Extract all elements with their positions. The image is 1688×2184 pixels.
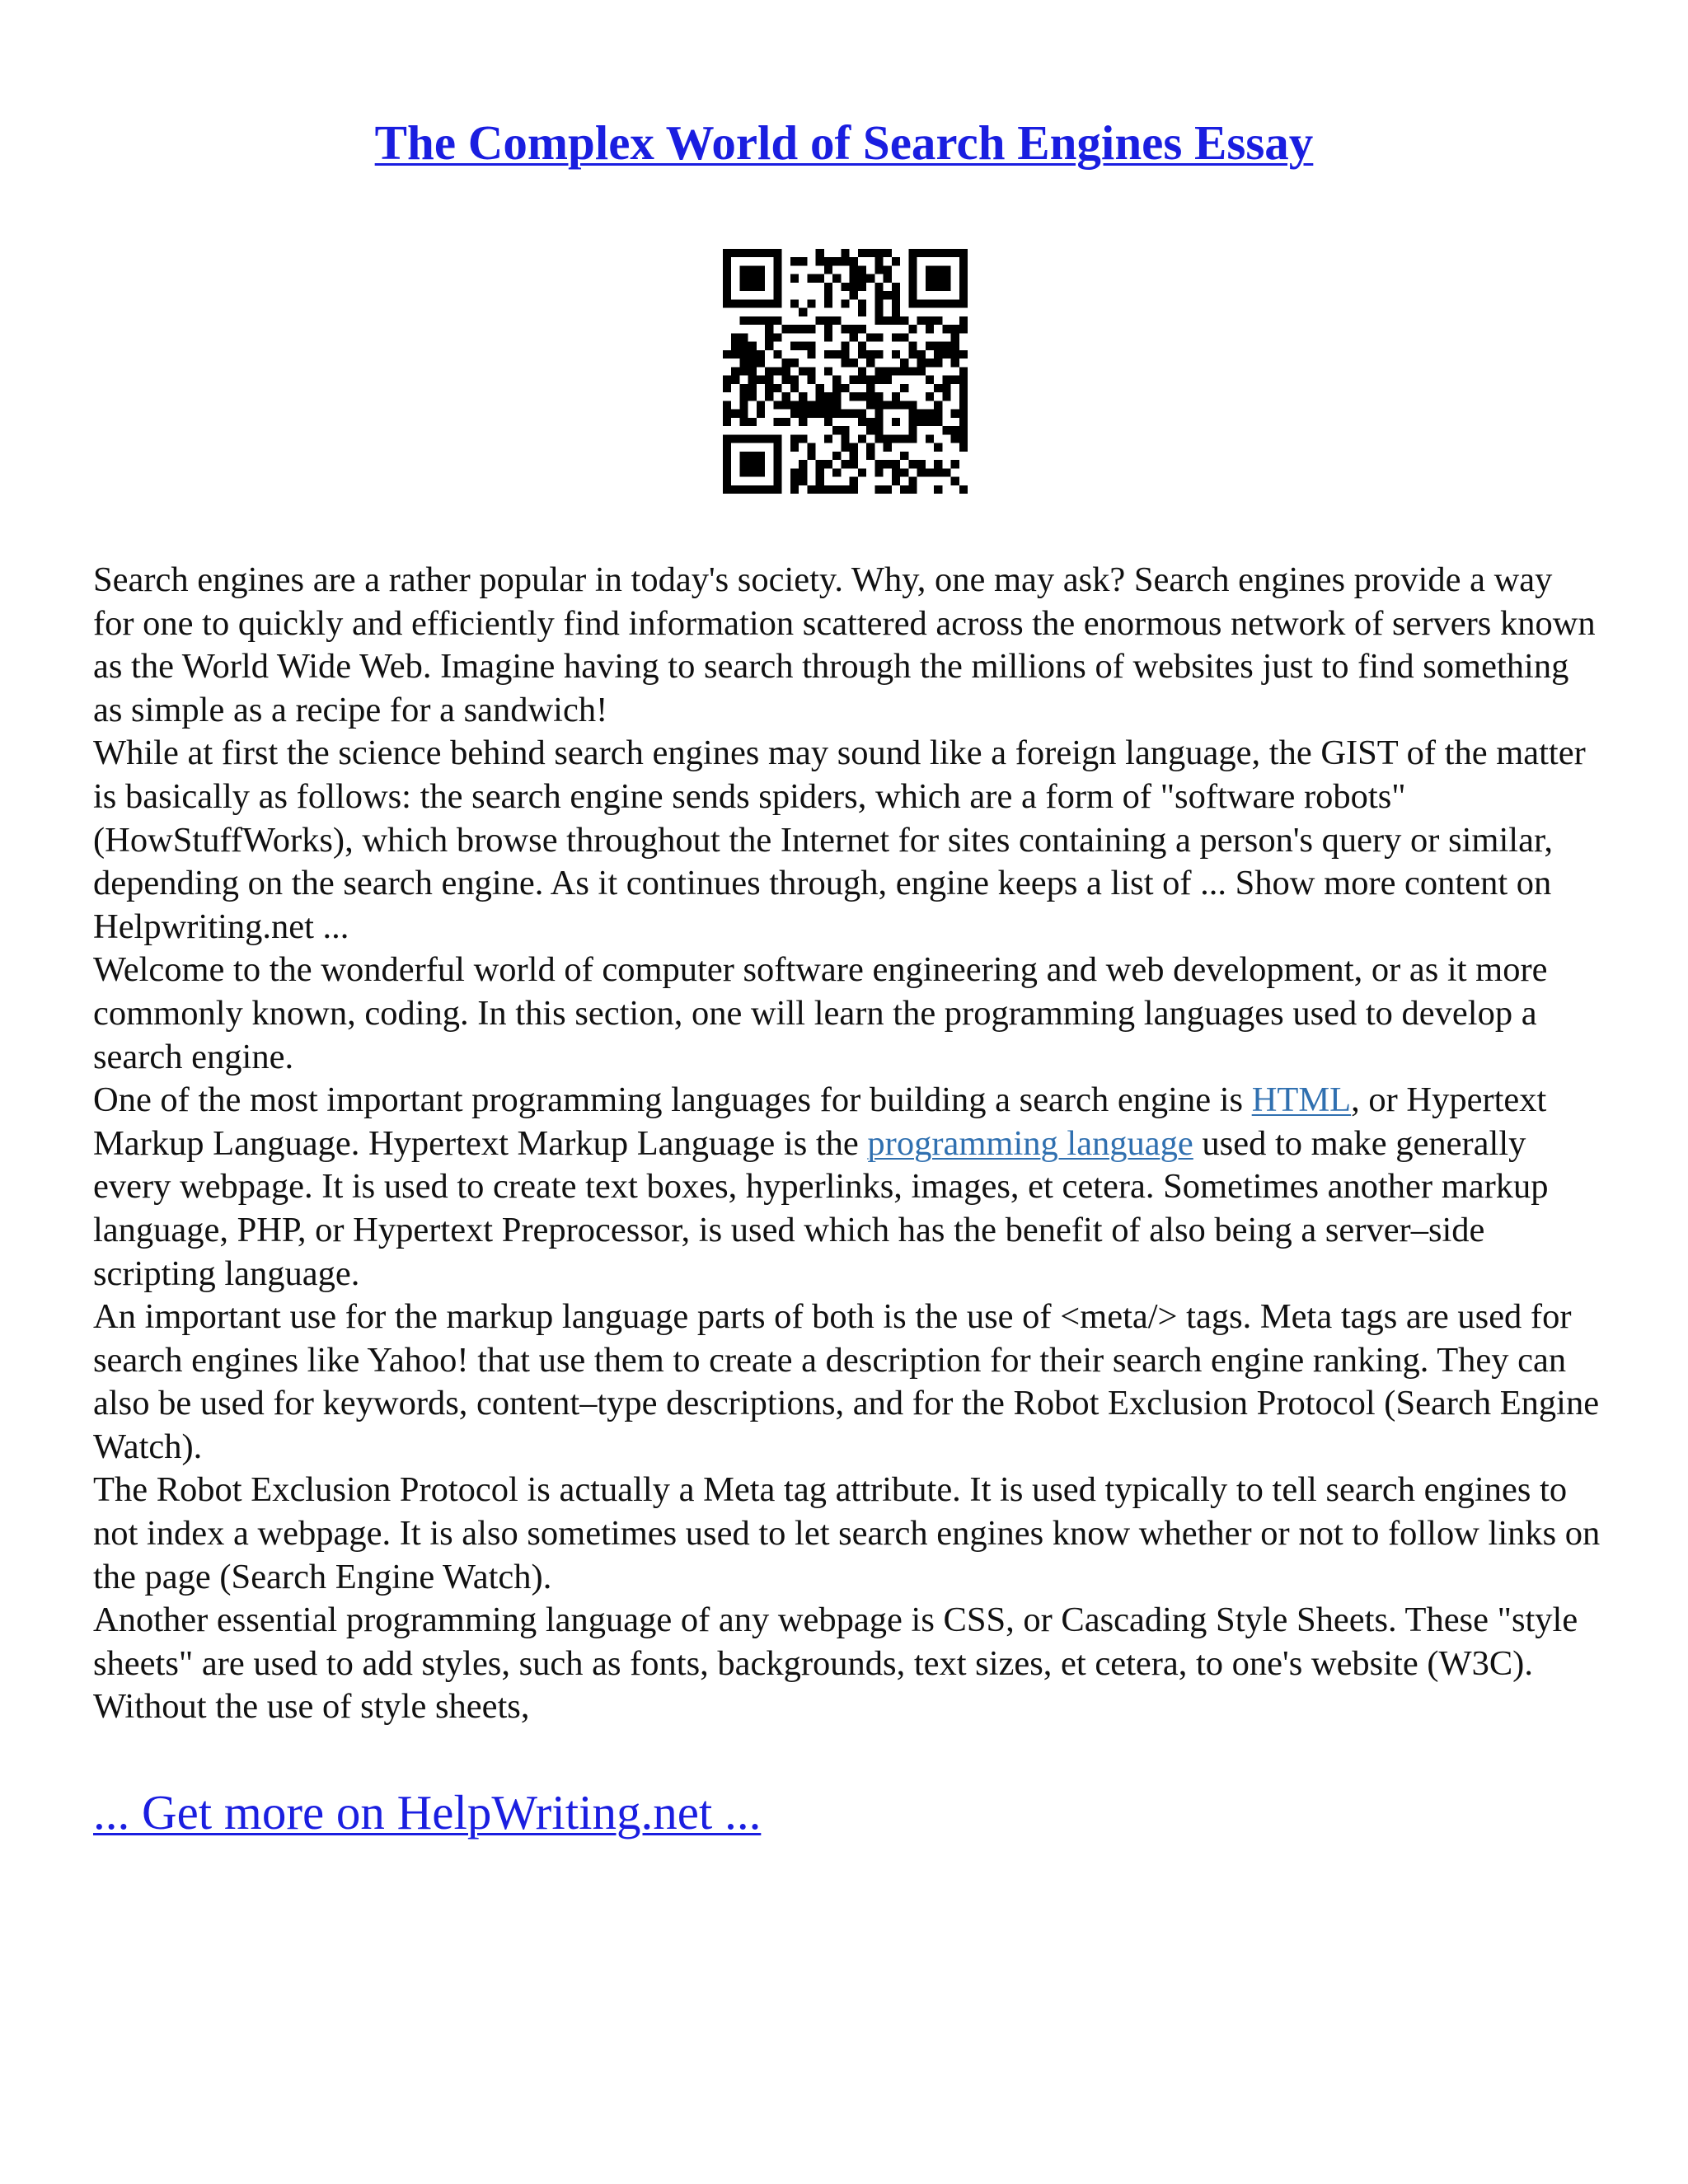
html-link[interactable]: HTML: [1251, 1080, 1352, 1120]
get-more-link[interactable]: ... Get more on HelpWriting.net ...: [93, 1785, 762, 1840]
paragraph-7: Another essential programming language of any webpage is CSS, or Cascading Style Sheets. These "style sheets" are used to add styles, such as fonts, backgrounds, text sizes, et cetera, to one's website (W3C). Without the use of style sheets,: [93, 1601, 1578, 1727]
paragraph-5: An important use for the markup language parts of both is the use of <meta/> tags. Meta tags are used for search engines like Yahoo! that use them to create a description for their search engine ranking. They can also be used for keywords, content–type descriptions, and for the Robot Exclusion Protocol (Search Engine Watch).: [93, 1297, 1600, 1466]
get-more-link-container: [93, 1783, 761, 1841]
title-link[interactable]: The Complex World of Search Engines Essay: [374, 115, 1314, 170]
essay-body: [93, 559, 1601, 1729]
paragraph-6: The Robot Exclusion Protocol is actually a Meta tag attribute. It is used typically to tell search engines to not index a webpage. It is also sometimes used to let search engines know whether or not to follow links on the page (Search Engine Watch).: [93, 1470, 1601, 1596]
programming-language-link[interactable]: programming language: [867, 1123, 1193, 1163]
paragraph-3: Welcome to the wonderful world of computer software engineering and web development, or as it more commonly known, coding. In this section, one will learn the programming languages used to develop a search engine.: [93, 950, 1548, 1076]
qr-code-image: [723, 249, 968, 494]
document-title: [0, 114, 1688, 171]
paragraph-4: [93, 1079, 1601, 1296]
paragraph-4-text-2: , or Hypertext Markup Language. Hypertext Markup Language is the: [93, 1080, 1547, 1163]
paragraph-2: While at first the science behind search engines may sound like a foreign language, the GIST of the matter is basically as follows: the search engine sends spiders, which are a form of "software robots" (HowStuffWorks), which browse throughout the Internet for sites containing a person's query or similar, depending on the search engine. As it continues through, engine keeps a list of ... Show more content on Helpwriting.net ...: [93, 733, 1586, 946]
paragraph-4-text-1: One of the most important programming languages for building a search engine is: [93, 1080, 1252, 1120]
paragraph-1: Search engines are a rather popular in today's society. Why, one may ask? Search engines provide a way for one to quickly and efficiently find information scattered across the enormous network of servers known as the World Wide Web. Imagine having to search through the millions of websites just to find something as simple as a recipe for a sandwich!: [93, 560, 1596, 729]
paragraph-4-text-3: used to make generally every webpage. It is used to create text boxes, hyperlinks, images, et cetera. Sometimes another markup language, PHP, or Hypertext Preprocessor, is used which has the benefit of also being a server–side scripting language.: [93, 1123, 1549, 1293]
